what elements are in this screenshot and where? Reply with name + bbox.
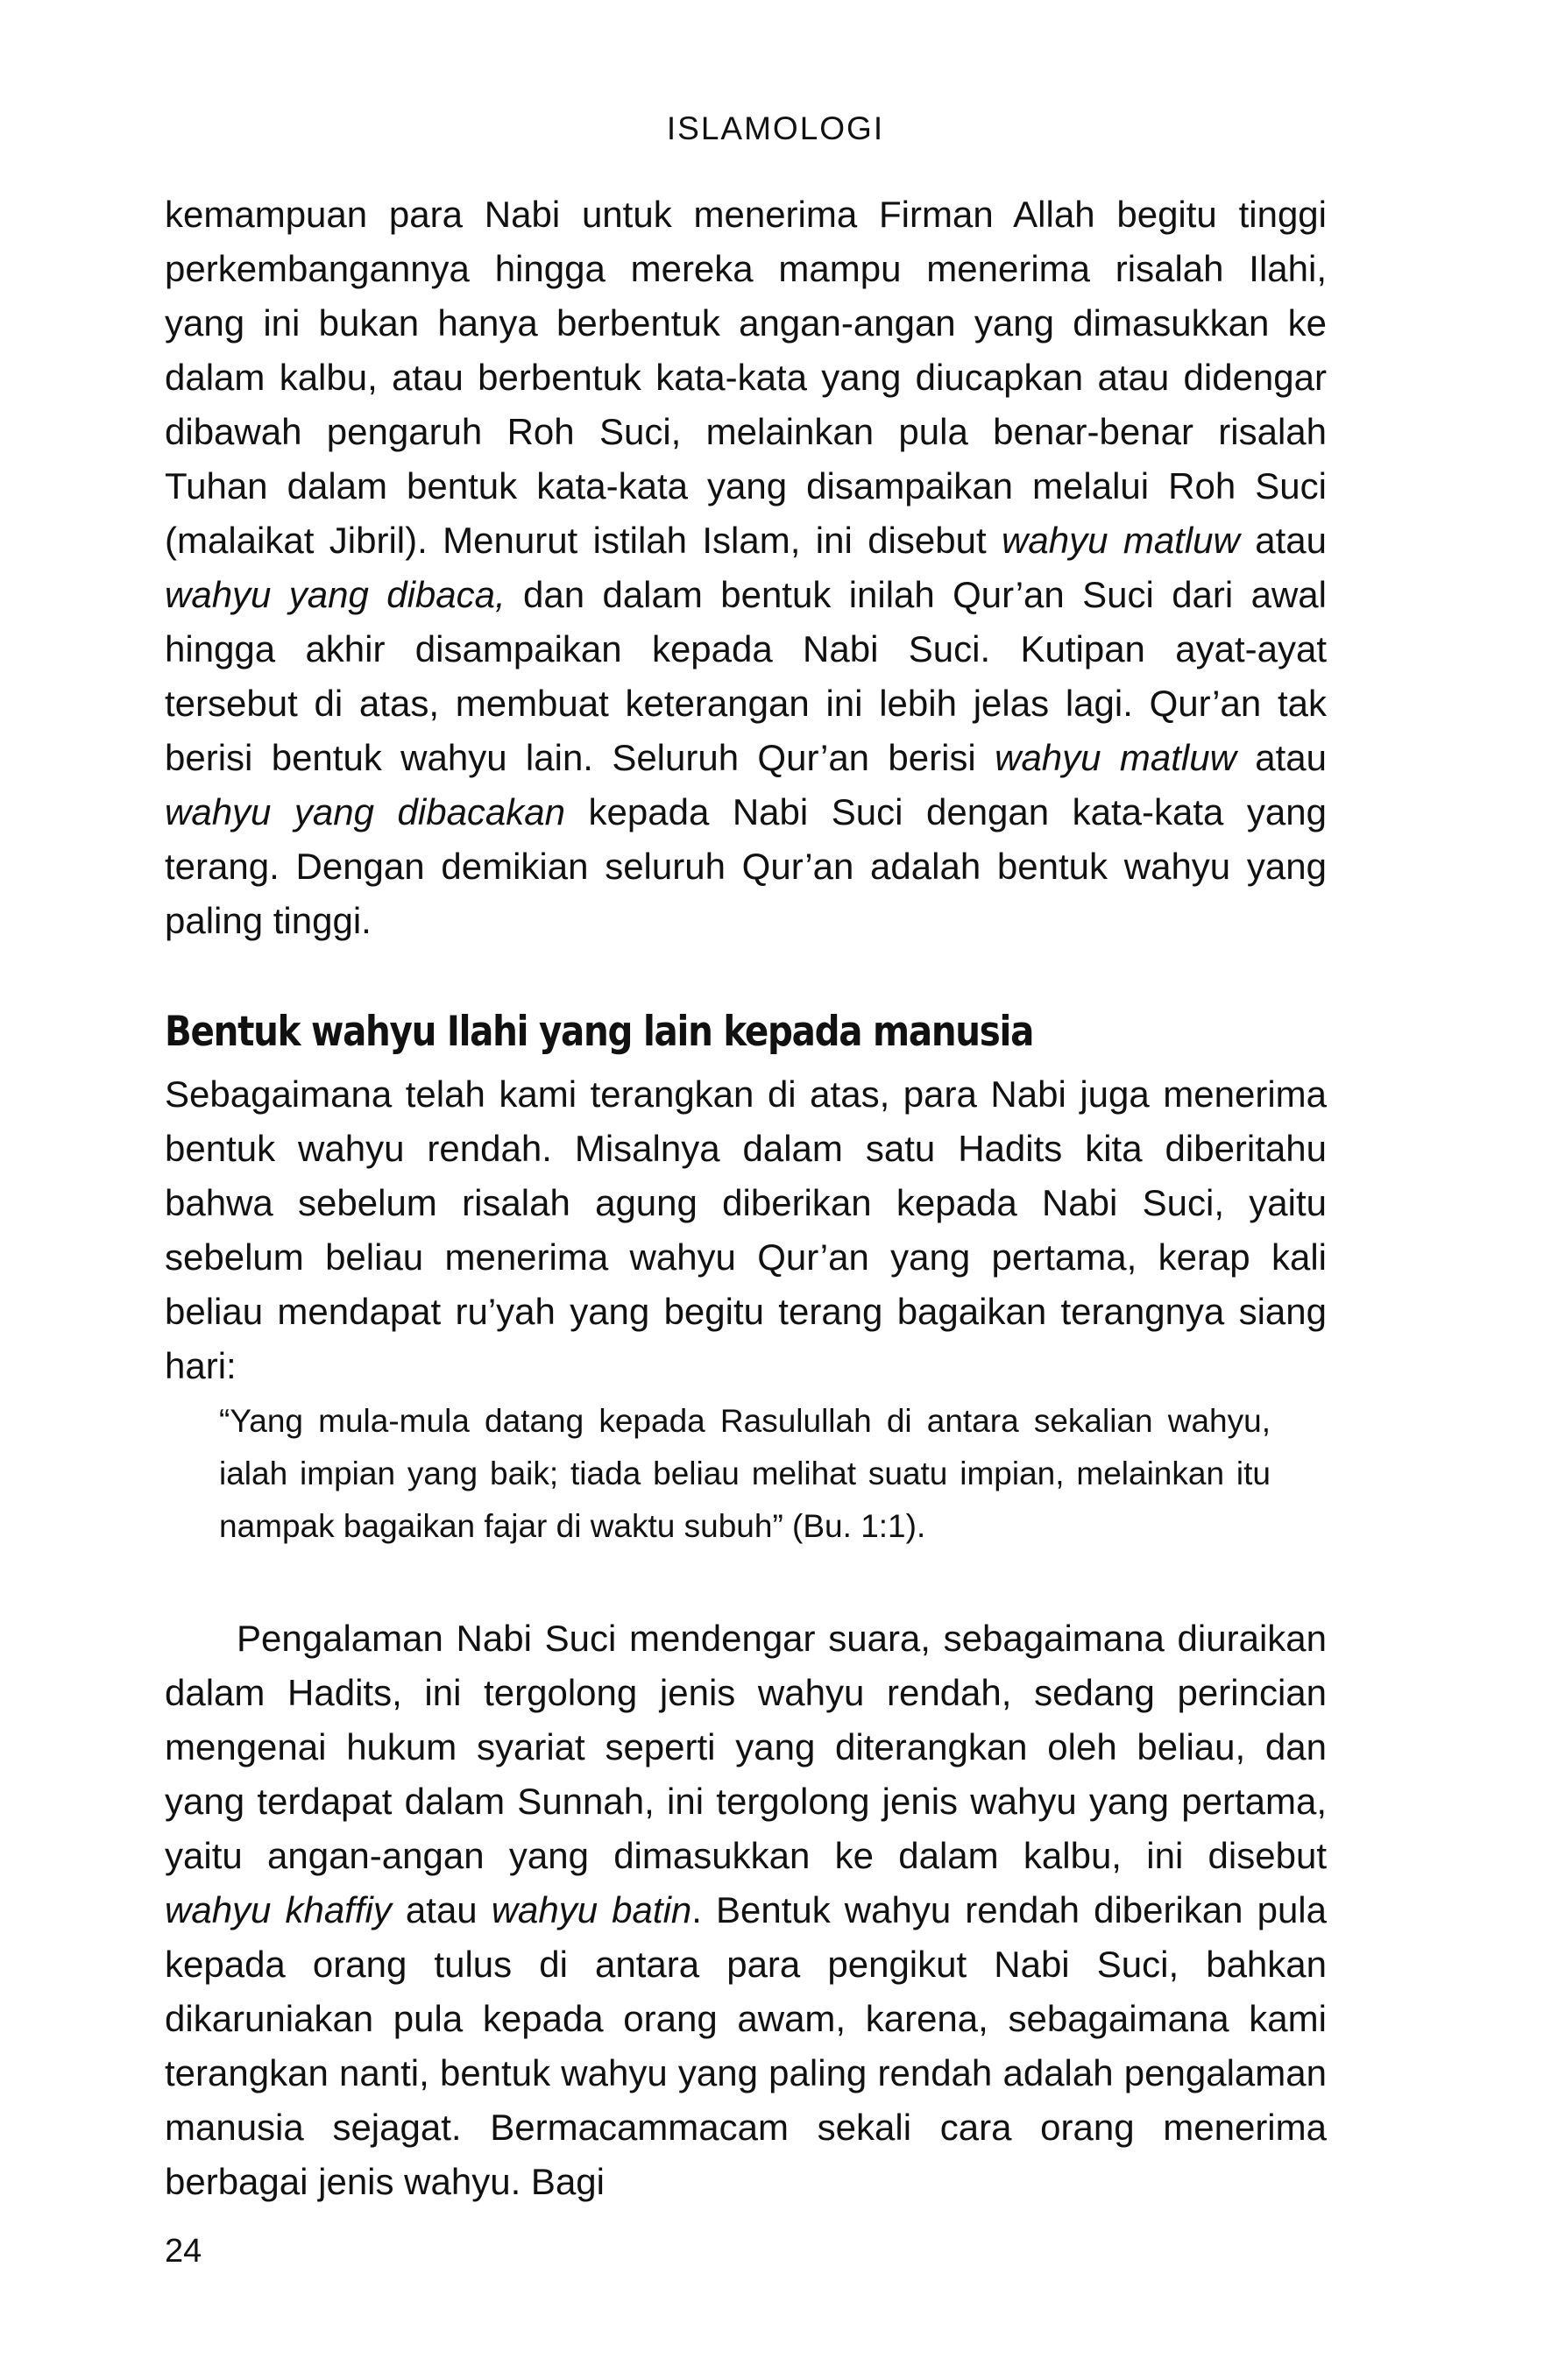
body-paragraph-3 <box>165 1611 1327 2209</box>
paragraph-text: . Bentuk wahyu rendah diberikan pula kepada orang tulus di antara para pengikut Nabi Suci, bahkan dikaruniakan pula kepada orang awam, karena, sebagaimana kami terangkan nanti, bentuk wahyu yang paling rendah adalah pengalaman manusia sejagat. Bermacammacam sekali cara orang menerima berbagai jenis wahyu. Bagi <box>165 1889 1327 2202</box>
running-header: ISLAMOLOGI <box>666 110 885 146</box>
paragraph-text: atau <box>1236 737 1327 778</box>
italic-term: wahyu yang dibaca, <box>165 574 506 615</box>
paragraph-text: atau <box>1239 520 1328 561</box>
italic-term: wahyu batin <box>491 1889 692 1930</box>
paragraph-text: kemampuan para Nabi untuk menerima Firman Allah begitu tinggi perkembangannya hingga mereka mampu menerima risalah Ilahi, yang ini bukan hanya berbentuk angan-angan yang dimasukkan ke dalam kalbu, atau berbentuk kata-kata yang diucapkan atau didengar dibawah pengaruh Roh Suci, melainkan pula benar-benar risalah Tuhan dalam bentuk kata-kata yang disampaikan melalui Roh Suci (malaikat Jibril). Menurut istilah Islam, ini disebut <box>165 194 1327 561</box>
paragraph-text: kepada Nabi Suci dengan kata-kata yang terang. Dengan demikian seluruh Qur’an adalah bentuk wahyu yang paling tinggi. <box>165 791 1327 941</box>
italic-term: wahyu khaffiy <box>165 1889 392 1930</box>
block-quote: “Yang mula-mula datang kepada Rasulullah di antara sekalian wahyu, ialah impian yang baik; tiada beliau melihat suatu impian, melainkan itu nampak bagaikan fajar di waktu subuh” (Bu. 1:1). <box>219 1403 1271 1544</box>
body-paragraph-2: Sebagaimana telah kami terangkan di atas, para Nabi juga menerima bentuk wahyu rendah. Misalnya dalam satu Hadits kita diberitahu bahwa sebelum risalah agung diberikan kepada Nabi Suci, yaitu sebelum beliau menerima wahyu Qur’an yang pertama, kerap kali beliau mendapat ru’yah yang begitu terang bagaikan terangnya siang hari: <box>165 1073 1327 1386</box>
paragraph-text: dan dalam bentuk inilah Qur’an Suci dari awal hingga akhir disampaikan kepada Nabi Suci. Kutipan ayat-ayat tersebut di atas, membuat keterangan ini lebih jelas lagi. Qur’an tak berisi bentuk wahyu lain. Seluruh Qur’an berisi <box>165 574 1327 778</box>
italic-term: wahyu matluw <box>1002 520 1240 561</box>
paragraph-text: atau <box>391 1889 492 1930</box>
page-number: 24 <box>165 2233 202 2270</box>
section-heading: Bentuk wahyu Ilahi yang lain kepada manusia <box>165 1008 1034 1056</box>
paragraph-text: Pengalaman Nabi Suci mendengar suara, sebagaimana diuraikan dalam Hadits, ini tergolong jenis wahyu rendah, sedang perincian mengenai hukum syariat seperti yang diterangkan oleh beliau, dan yang terdapat dalam Sunnah, ini tergolong jenis wahyu yang pertama, yaitu angan-angan yang dimasukkan ke dalam kalbu, ini disebut <box>165 1618 1327 1876</box>
italic-term: wahyu matluw <box>995 737 1236 778</box>
italic-term: wahyu yang dibacakan <box>165 791 566 832</box>
body-paragraph-1 <box>165 188 1327 948</box>
